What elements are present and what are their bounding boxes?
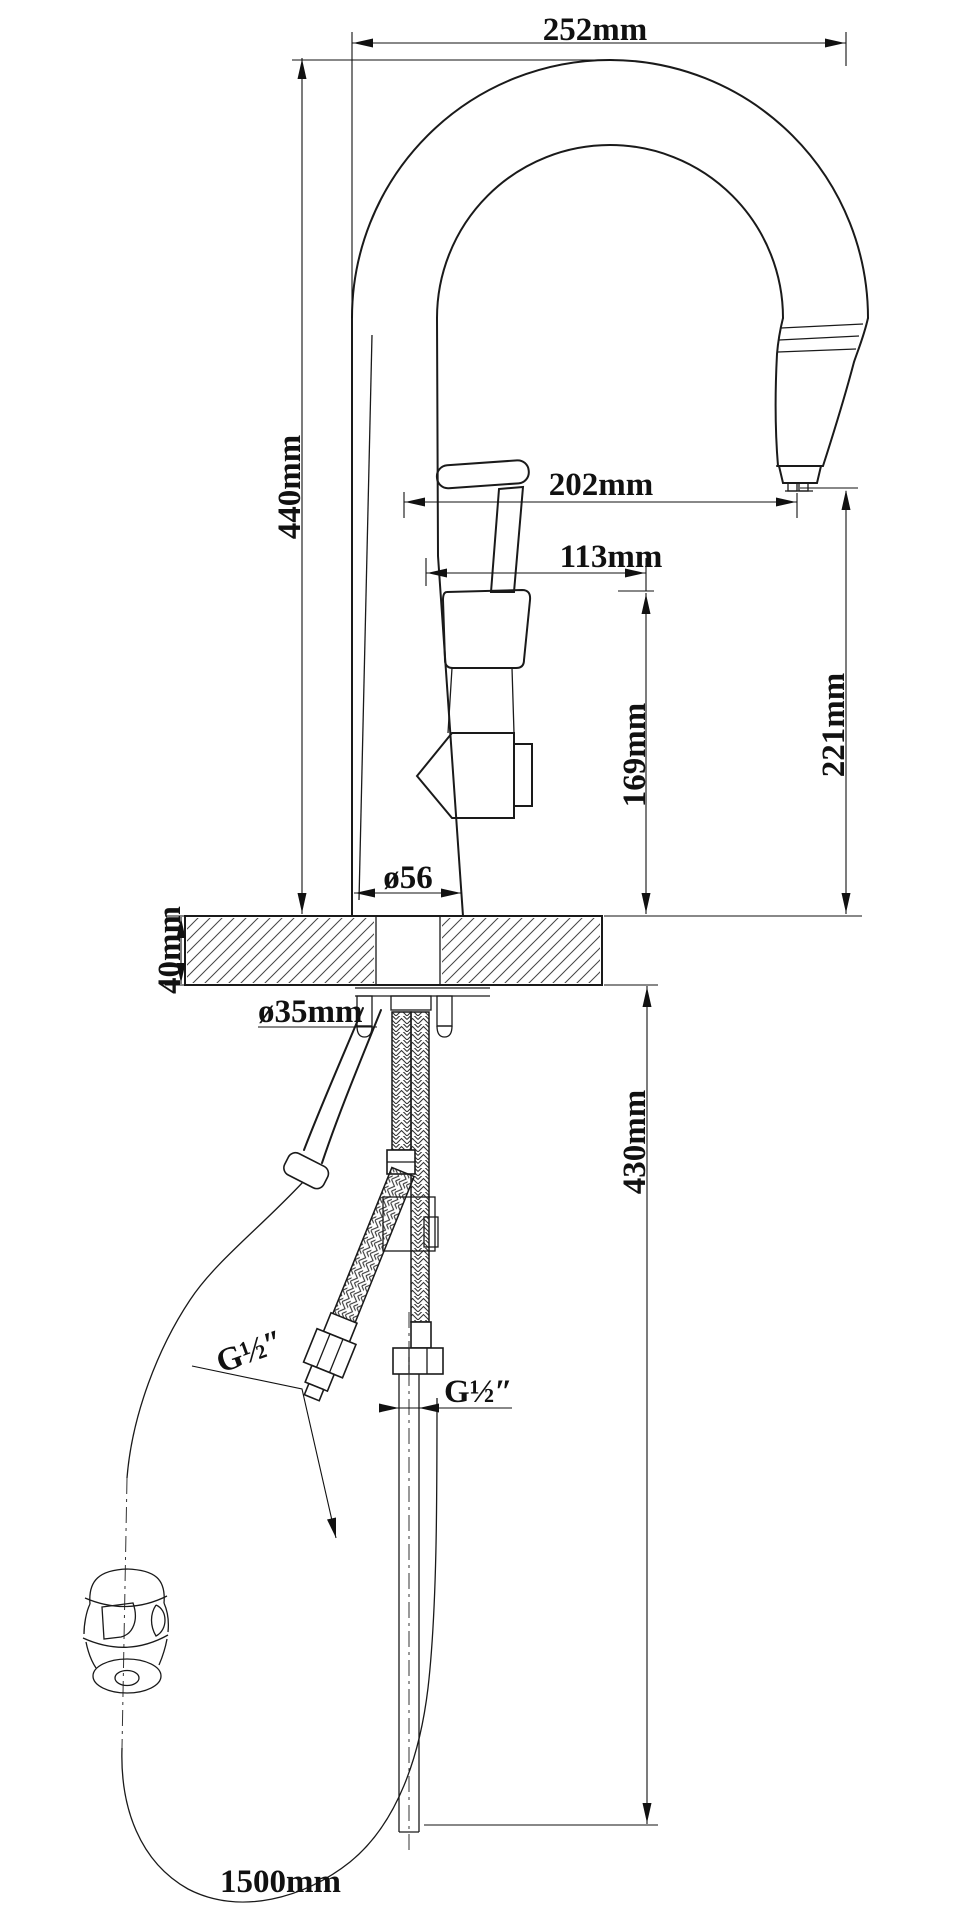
dim-label-113: 113mm	[559, 539, 663, 575]
dimension-252	[352, 12, 846, 318]
thread-label-right: G½″	[444, 1374, 513, 1410]
spray-head	[776, 318, 868, 491]
dimension-113	[426, 539, 662, 591]
dim-label-221: 221mm	[816, 672, 852, 778]
hose-length-callout	[220, 1864, 341, 1900]
handle-base-cam	[417, 733, 514, 818]
dimension-40	[152, 906, 188, 994]
dim-label-202: 202mm	[548, 467, 654, 503]
aerator	[779, 466, 821, 483]
dim-label-252: 252mm	[542, 12, 648, 48]
dim-label-169: 169mm	[617, 702, 653, 808]
thread-label-left: G½″	[211, 1323, 289, 1381]
dim-label-430: 430mm	[617, 1089, 653, 1195]
countertop-section	[185, 916, 602, 985]
handle-grip	[436, 460, 529, 489]
dim-label-d56: ø56	[383, 860, 433, 896]
pullout-hose	[122, 1008, 437, 1902]
dimension-169	[617, 591, 654, 914]
dimension-202	[404, 467, 797, 518]
dim-label-440: 440mm	[272, 434, 308, 540]
mounting-hole	[376, 916, 440, 985]
hose-weight	[83, 1569, 168, 1693]
hose-length-label: 1500mm	[220, 1864, 341, 1900]
supply-hoses	[292, 1012, 443, 1850]
handle	[417, 460, 532, 818]
dimension-d56	[354, 860, 462, 898]
dim-label-d35: ø35mm	[258, 994, 363, 1030]
dim-label-40: 40mm	[152, 906, 188, 994]
dimension-d35	[258, 994, 377, 1030]
